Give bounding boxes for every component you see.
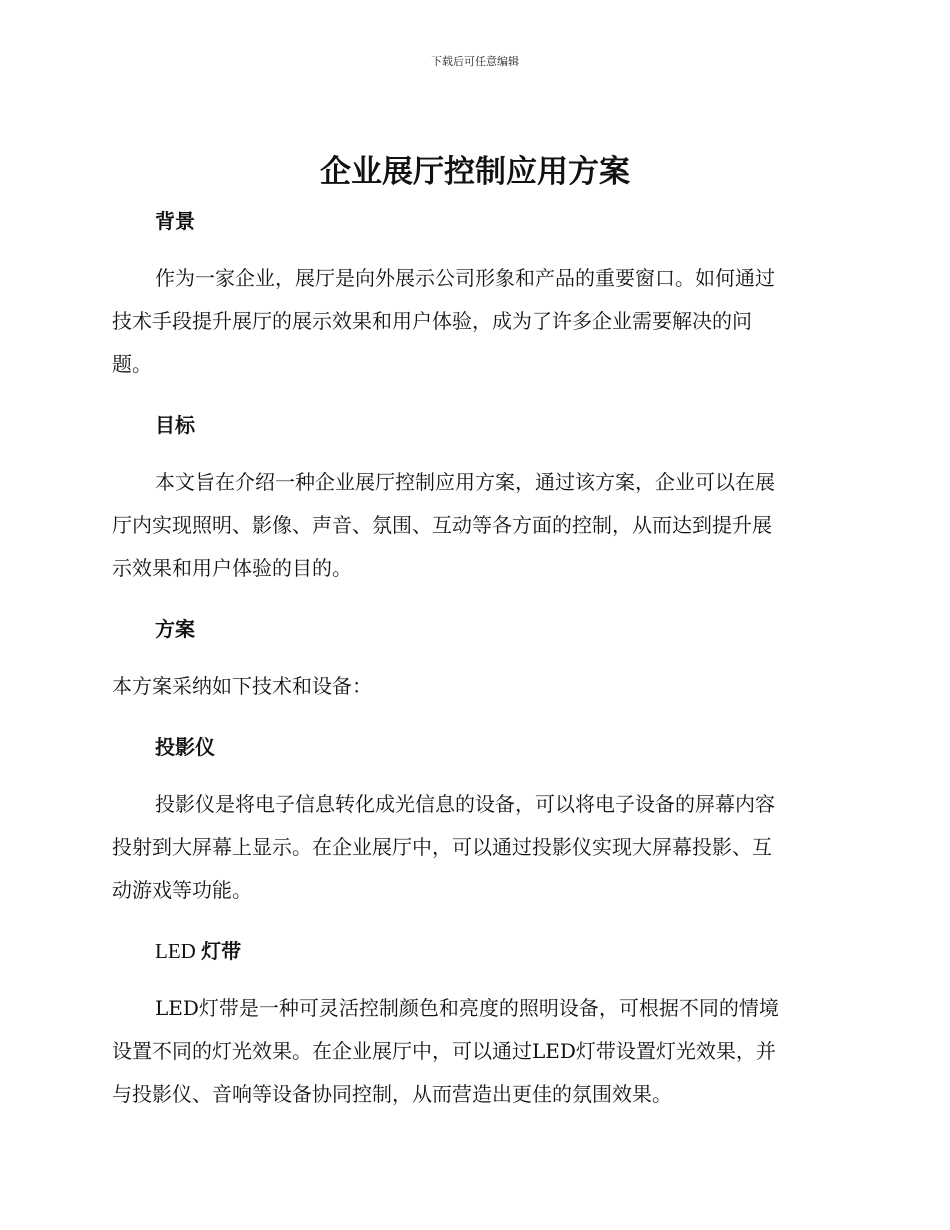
paragraph-line: 作为一家企业，展厅是向外展示公司形象和产品的重要窗口。如何通过 xyxy=(155,266,775,290)
paragraph-goal xyxy=(112,461,840,590)
heading-cjk-part: 灯带 xyxy=(201,939,242,963)
paragraph-line: 与投影仪、音响等设备协同控制，从而营造出更佳的氛围效果。 xyxy=(112,1082,672,1106)
section-background xyxy=(112,204,840,386)
paragraph-line: 设置不同的灯光效果。在企业展厅中，可以通过LED灯带设置灯光效果，并 xyxy=(112,1039,776,1063)
paragraph-projector xyxy=(112,783,840,912)
paragraph-led-strip xyxy=(112,987,840,1116)
paragraph-line: 技术手段提升展厅的展示效果和用户体验，成为了许多企业需要解决的问 xyxy=(112,309,752,333)
header-note: 下载后可任意编辑 xyxy=(431,55,519,68)
section-plan xyxy=(112,612,840,708)
paragraph-line: 题。 xyxy=(112,352,152,376)
document-body xyxy=(112,204,840,1116)
paragraph-plan xyxy=(112,665,840,708)
section-heading-led-strip xyxy=(112,934,840,968)
paragraph-line: 示效果和用户体验的目的。 xyxy=(112,556,352,580)
section-goal xyxy=(112,408,840,590)
paragraph-line: 投射到大屏幕上显示。在企业展厅中，可以通过投影仪实现大屏幕投影、互 xyxy=(112,835,772,859)
section-led-strip xyxy=(112,934,840,1116)
paragraph-line: 厅内实现照明、影像、声音、氛围、互动等各方面的控制，从而达到提升展 xyxy=(112,513,772,537)
section-heading-background: 背景 xyxy=(155,209,195,233)
paragraph-line: 本文旨在介绍一种企业展厅控制应用方案，通过该方案，企业可以在展 xyxy=(155,470,775,494)
paragraph-line: 本方案采纳如下技术和设备： xyxy=(112,674,372,698)
heading-latin-part: LED xyxy=(155,939,196,963)
paragraph-line: 投影仪是将电子信息转化成光信息的设备，可以将电子设备的屏幕内容 xyxy=(155,792,775,816)
section-heading-goal: 目标 xyxy=(155,413,195,437)
page-title: 企业展厅控制应用方案 xyxy=(320,154,630,190)
section-projector xyxy=(112,730,840,912)
section-heading-projector: 投影仪 xyxy=(155,735,215,759)
paragraph-line: 动游戏等功能。 xyxy=(112,878,252,902)
section-heading-plan: 方案 xyxy=(155,617,195,641)
paragraph-line: LED灯带是一种可灵活控制颜色和亮度的照明设备，可根据不同的情境 xyxy=(155,996,779,1020)
paragraph-background xyxy=(112,257,840,386)
